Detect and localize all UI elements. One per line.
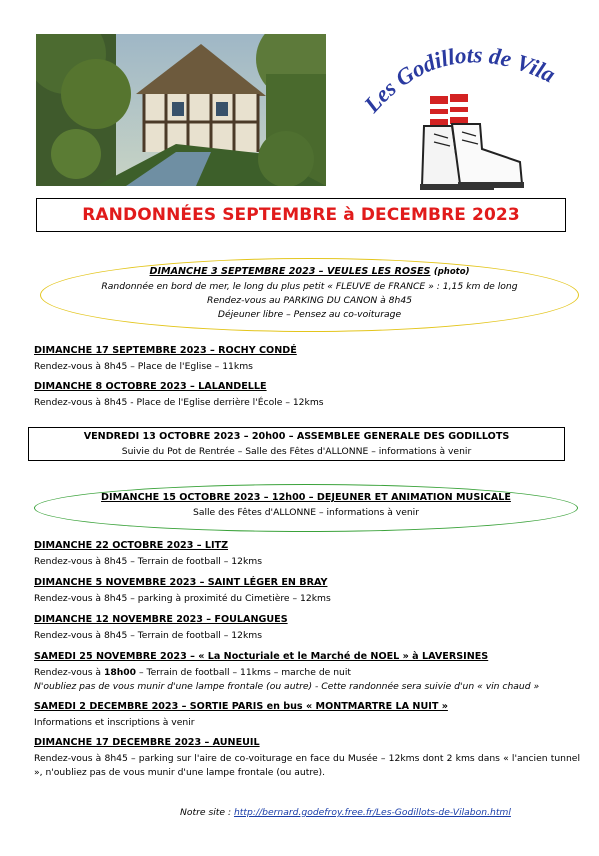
featured-line2: Rendez-vous au PARKING DU CANON à 8h45	[206, 295, 413, 306]
event-heading: DIMANCHE 17 DECEMBRE 2023 – AUNEUIL	[34, 737, 260, 748]
event-detail	[34, 666, 574, 680]
event-heading: DIMANCHE 22 OCTOBRE 2023 – LITZ	[34, 540, 229, 551]
event-auneuil	[34, 736, 580, 780]
event-heading: DIMANCHE 12 NOVEMBRE 2023 – FOULANGUES	[34, 614, 288, 625]
event-heading: DIMANCHE 5 NOVEMBRE 2023 – SAINT LÉGER EN BRAY	[34, 577, 328, 588]
website-link[interactable]: http://bernard.godefroy.free.fr/Les-Godillots-de-Vilabon.html	[233, 807, 511, 818]
header-photo	[36, 34, 326, 186]
event-paris	[34, 700, 574, 730]
event-heading: SAMEDI 25 NOVEMBRE 2023 – « La Nocturiale et le Marché de NOEL » à LAVERSINES	[34, 651, 489, 662]
event-detail: Rendez-vous à 8h45 - Place de l'Eglise derrière l'École – 12kms	[34, 397, 324, 408]
title-box	[36, 198, 566, 232]
assembly-heading: VENDREDI 13 OCTOBRE 2023 – 20h00 – ASSEMBLEE GENERALE DES GODILLOTS	[83, 431, 510, 442]
event-heading: DIMANCHE 8 OCTOBRE 2023 – LALANDELLE	[34, 381, 267, 392]
club-logo	[352, 34, 570, 202]
event-nocturiale	[34, 650, 574, 694]
event-detail: Rendez-vous à 8h45 – parking sur l'aire de co-voiturage en face du Musée – 12kms dont 2 kms dans « l'ancien tunnel », n'oubliez pas de vous munir d'une lampe frontale (ou autre).	[34, 753, 580, 778]
event-lalandelle	[34, 380, 574, 410]
detail-prefix: Rendez-vous à	[34, 667, 104, 678]
event-foulangues	[34, 613, 574, 643]
featured-line1: Randonnée en bord de mer, le long du plus petit « FLEUVE de FRANCE » : 1,15 km de long	[101, 281, 518, 292]
event-saint-leger	[34, 576, 574, 606]
featured-heading-note: (photo)	[433, 267, 470, 277]
event-rochy	[34, 344, 574, 374]
lunch-detail: Salle des Fêtes d'ALLONNE – informations à venir	[192, 507, 420, 518]
footer	[180, 806, 580, 820]
event-detail: Rendez-vous à 8h45 – parking à proximité du Cimetière – 12kms	[34, 593, 331, 604]
event-detail: Rendez-vous à 8h45 – Place de l'Eglise – 11kms	[34, 361, 253, 372]
event-heading: DIMANCHE 17 SEPTEMBRE 2023 – ROCHY CONDÉ	[34, 345, 297, 356]
lunch-event	[34, 491, 578, 520]
assembly-event	[28, 430, 565, 459]
events-list-b	[34, 539, 580, 780]
event-detail: Rendez-vous à 8h45 – Terrain de football – 12kms	[34, 630, 263, 641]
detail-time: 18h00	[103, 667, 137, 678]
featured-line3: Déjeuner libre – Pensez au co-voiturage	[217, 309, 402, 320]
detail-suffix: – Terrain de football – 11kms – marche de nuit	[136, 667, 352, 678]
featured-heading: DIMANCHE 3 SEPTEMBRE 2023 – VEULES LES ROSES	[149, 266, 431, 277]
assembly-detail: Suivie du Pot de Rentrée – Salle des Fêtes d'ALLONNE – informations à venir	[121, 446, 472, 457]
featured-event	[40, 265, 579, 322]
event-note: N'oubliez pas de vous munir d'une lampe frontale (ou autre) - Cette randonnée sera suivie d'un « vin chaud »	[34, 681, 540, 692]
event-litz	[34, 539, 574, 569]
events-list-a	[34, 344, 574, 410]
event-detail: Informations et inscriptions à venir	[34, 717, 195, 728]
svg-text:Les Godillots de Vilabon: Les Godillots de Vila	[359, 42, 560, 118]
lunch-heading: DIMANCHE 15 OCTOBRE 2023 – 12h00 – DEJEUNER ET ANIMATION MUSICALE	[101, 492, 511, 503]
event-detail: Rendez-vous à 8h45 – Terrain de football – 12kms	[34, 556, 263, 567]
footer-label: Notre site :	[180, 807, 232, 818]
page-title: RANDONNÉES SEPTEMBRE à DECEMBRE 2023	[82, 205, 520, 225]
event-heading: SAMEDI 2 DECEMBRE 2023 – SORTIE PARIS en bus « MONTMARTRE LA NUIT »	[34, 701, 448, 712]
